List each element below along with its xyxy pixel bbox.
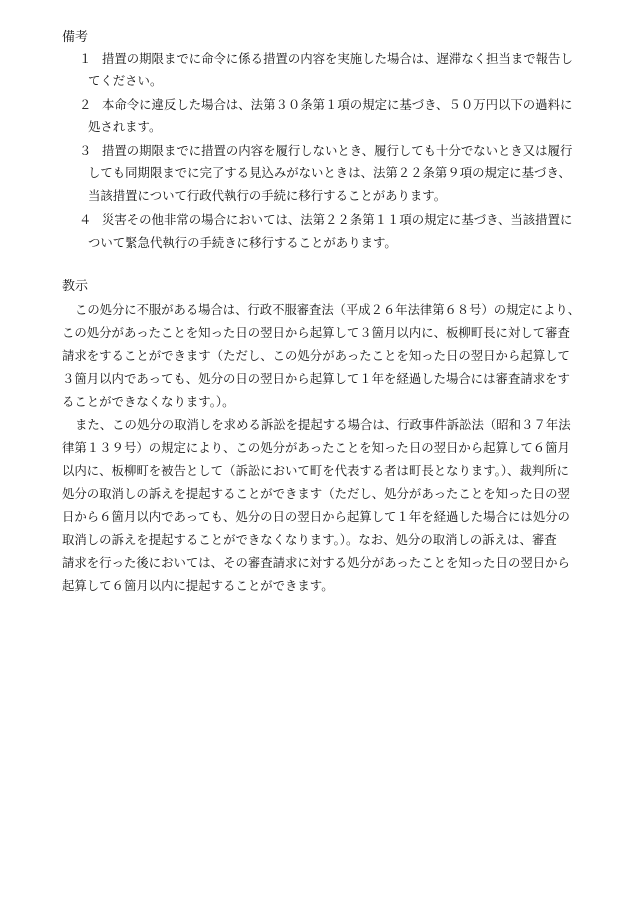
remarks-item-1-line-1: 措置の期限までに命令に係る措置の内容を実施した場合は、遅滞なく担当まで報告し: [102, 51, 573, 66]
instruction-para-2-line-6: 取消しの訴えを提起することができなくなります。）。なお、処分の取消しの訴えは、審査: [62, 532, 557, 547]
instruction-para-1-line-4: ３箇月以内であっても、処分の日の翌日から起算して１年を経過した場合には審査請求をす: [62, 371, 570, 386]
remarks-item-3-number: ３: [79, 143, 92, 158]
remarks-item-3-line-1: 措置の期限までに措置の内容を履行しないとき、履行しても十分でないとき又は履行: [102, 143, 573, 158]
remarks-heading: 備考: [62, 30, 89, 45]
instruction-para-1-line-1: この処分に不服がある場合は、行政不服審査法（平成２６年法律第６８号）の規定により、: [75, 302, 581, 317]
remarks-item-2-number: ２: [79, 97, 92, 112]
instruction-para-2-line-7: 請求を行った後においては、その審査請求に対する処分があったことを知った日の翌日から: [62, 555, 570, 570]
remarks-item-2-line-2: 処されます。: [88, 119, 162, 134]
remarks-item-4-line-2: ついて緊急代執行の手続きに移行することがあります。: [88, 235, 397, 250]
instruction-para-2-line-4: 処分の取消しの訴えを提起することができます（ただし、処分があったことを知った日の翌: [62, 486, 570, 501]
instruction-para-2-line-5: 日から６箇月以内であっても、処分の日の翌日から起算して１年を経過した場合には処分の: [62, 509, 570, 524]
instruction-para-2-line-1: また、この処分の取消しを求める訴訟を提起する場合は、行政事件訴訟法（昭和３７年法: [75, 417, 571, 432]
remarks-item-1-line-2: てください。: [88, 73, 163, 88]
instruction-para-1-line-2: この処分があったことを知った日の翌日から起算して３箇月以内に、板柳町長に対して審査: [62, 325, 570, 340]
remarks-item-2-line-1: 本命令に違反した場合は、法第３０条第１項の規定に基づき、５０万円以下の過料に: [102, 97, 573, 112]
remarks-item-3-line-3: 当該措置について行政代執行の手続に移行することがあります。: [88, 188, 447, 203]
remarks-item-1-number: １: [79, 51, 92, 66]
instruction-para-2-line-2: 律第１３９号）の規定により、この処分があったことを知った日の翌日から起算して６箇月: [62, 440, 570, 455]
remarks-item-4-line-1: 災害その他非常の場合においては、法第２２条第１１項の規定に基づき、当該措置に: [102, 212, 573, 227]
instruction-heading: 教示: [62, 279, 89, 294]
instruction-para-1-line-3: 請求をすることができます（ただし、この処分があったことを知った日の翌日から起算して: [62, 348, 570, 363]
remarks-item-3-line-2: しても同期限までに完了する見込みがないときは、法第２２条第９項の規定に基づき、: [88, 165, 571, 180]
remarks-item-4-number: ４: [79, 212, 92, 227]
instruction-para-1-line-5: ることができなくなります。）。: [62, 394, 235, 409]
instruction-para-2-line-3: 以内に、板柳町を被告として（訴訟において町を代表する者は町長となります。）、裁判所に: [62, 463, 570, 478]
instruction-para-2-line-8: 起算して６箇月以内に提起することができます。: [62, 578, 334, 593]
